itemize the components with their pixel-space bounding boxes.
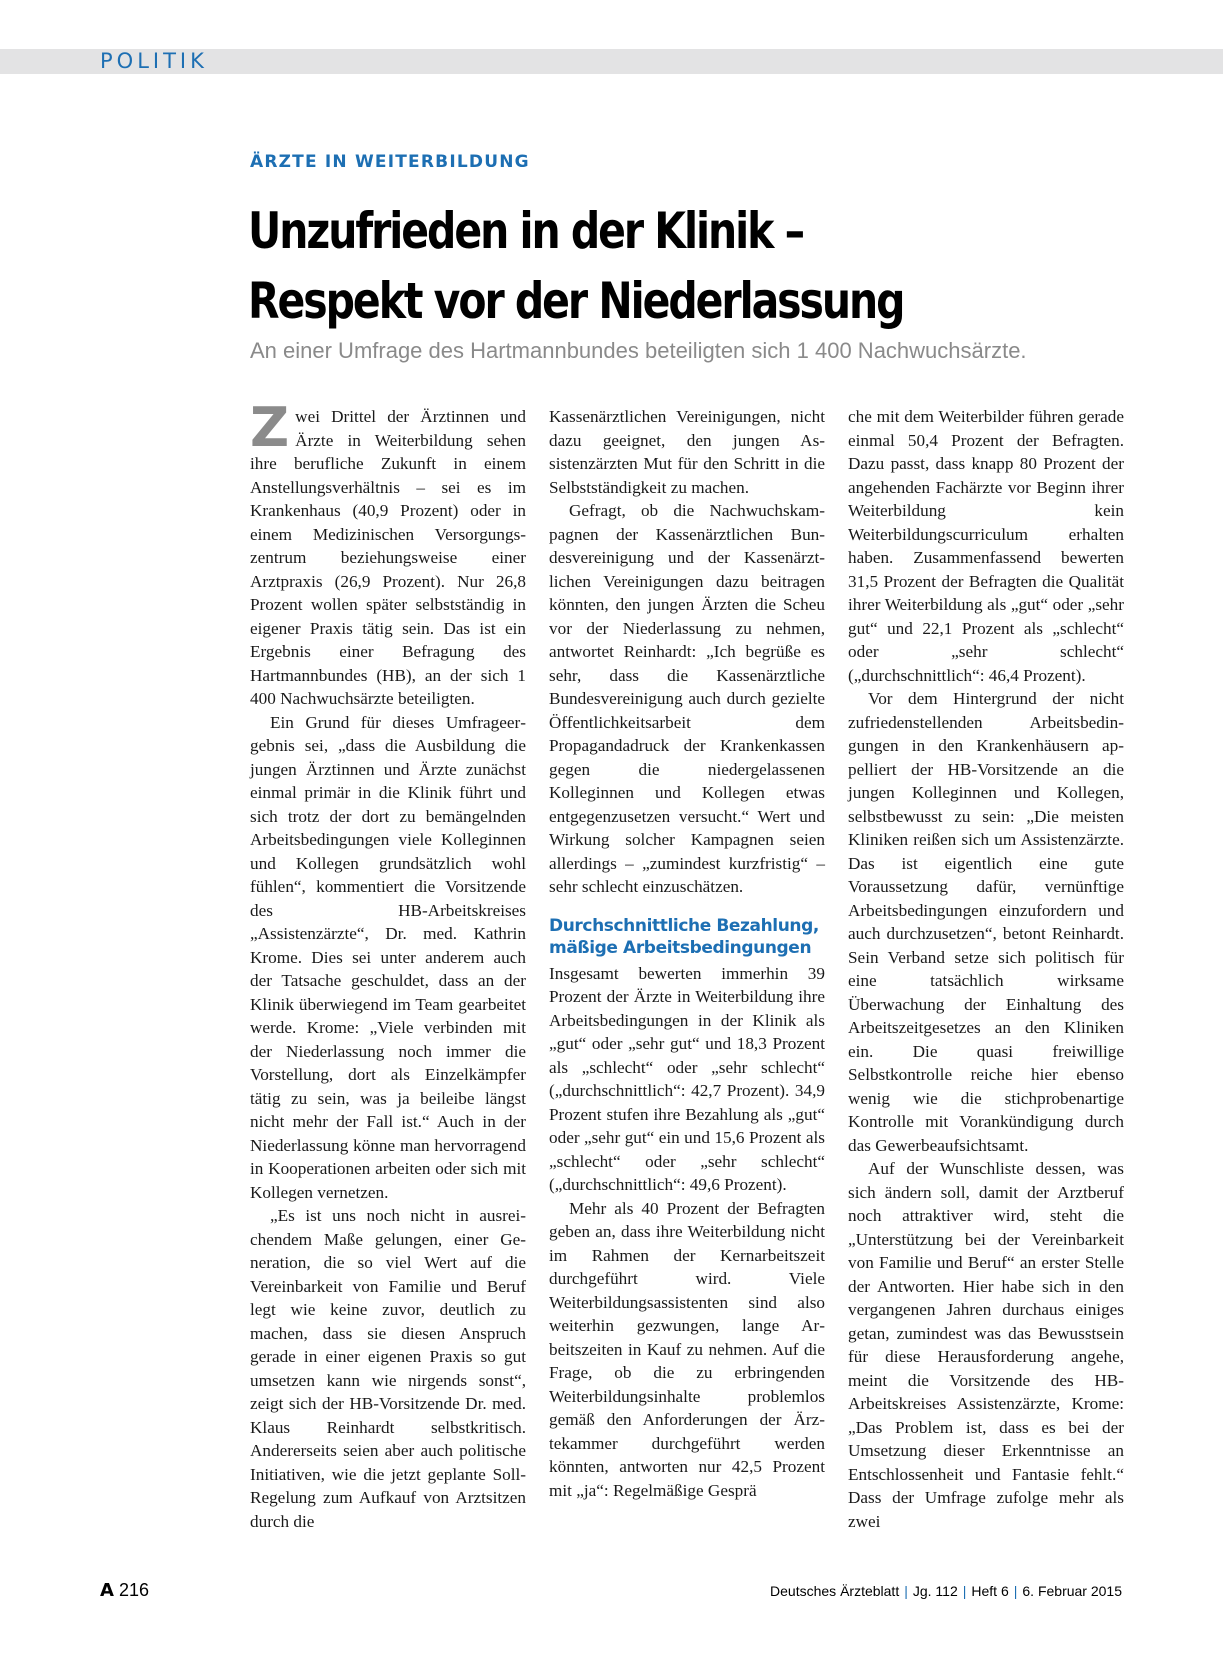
dropcap-letter: Z (250, 396, 290, 459)
article-kicker: ÄRZTE IN WEITERBILDUNG (250, 152, 530, 172)
section-subheading (549, 915, 825, 959)
journal-info (770, 1583, 1122, 1599)
journal-name: Deutsches Ärzteblatt (770, 1583, 900, 1599)
paragraph: Auf der Wunschliste dessen, was sich ändern soll, damit der Arztberuf noch attraktiver wird, steht die „Unterstützung bei der Vereinbarkeit von Familie und Beruf“ an erster Stelle der Antworten. Hier habe sich in den vergangenen Jahren durchaus einiges getan, zumindest was das Bewusstsein für diese Herausforderung angehe, meint die Vorsitzende des HB-Arbeitskreises Assistenzärzte, Krome: „Das Problem ist, dass es bei der Umsetzung dieser Erkenntnisse an Entschlossenheit und Fantasie fehlt.“ Dass der Umfrage zufolge mehr als zwei (848, 1159, 1124, 1531)
journal-volume: Jg. 112 (912, 1583, 958, 1599)
page-number (100, 1580, 149, 1601)
paragraph: Ein Grund für dieses Umfrageergebnis sei, „dass die Ausbildung die jungen Ärztinnen und Ärzte zunächst einmal primär in die Klinik führt und sich trotz der dort zu bemängelnden Arbeitsbedingungen viele Kolleginnen und Kollegen grundsätzlich wohl fühlen“, kommentiert die Vorsitzende des HB-Arbeitskreises „Assistenzärzte“, Dr. med. Kathrin Krome. Dies sei unter anderem auch der Tatsache geschuldet, dass an der Klinik überwiegend im Team gearbeitet werde. Krome: „Viele verbinden mit der Niederlassung noch immer die Vorstellung, dort als Einzelkämpfer tätig zu sein, was ja beileibe längst nicht mehr der Fall ist.“ Auch in der Niederlassung könne man hervorragend in Kooperationen arbeiten oder sich mit Kollegen vernetzen. (250, 712, 526, 1202)
article-column-2 (549, 405, 825, 1502)
paragraph: Mehr als 40 Prozent der Befragten geben an, dass ihre Weiterbildung nicht im Rahmen der Kernarbeitszeit durchgeführt wird. Viele Weiterbildungsassistenten sind also weiterhin gezwungen, lange Arbeitszeiten in Kauf zu nehmen. Auf die Frage, ob die zu erbringenden Weiterbildungsinhalte problemlos gemäß den Anforderungen der Ärztekammer durchgeführt werden könnten, antworten nur 42,5 Prozent mit „ja“: Regelmäßige Gesprä (549, 1198, 825, 1500)
journal-date: 6. Februar 2015 (1022, 1583, 1122, 1599)
article-column-1 (250, 396, 526, 1533)
paragraph: che mit dem Weiterbilder führen gerade einmal 50,4 Prozent der Befragten. Dazu passt, dass knapp 80 Prozent der angehenden Fachärzte vor Beginn ihrer Weiterbildung kein Weiterbildungscurriculum erhalten haben. Zusammenfassend bewerten 31,5 Prozent der Befragten die Qualität ihrer Weiterbildung als „gut“ oder „sehr gut“ und 22,1 Prozent als „schlecht“ oder „sehr schlecht“ („durchschnittlich“: 46,4 Prozent). (848, 407, 1124, 685)
subheading-line-1: Durchschnittliche Bezahlung, (549, 915, 819, 936)
article-subtitle: An einer Umfrage des Hartmannbundes beteiligten sich 1 400 Nachwuchsärzte. (250, 338, 1027, 363)
journal-issue: Heft 6 (971, 1583, 1009, 1599)
headline-line-2: Respekt vor der Niederlassung (248, 272, 904, 330)
paragraph: Vor dem Hintergrund der nicht zufriedenstellenden Arbeitsbedingungen in den Krankenhäusern appelliert der HB-Vorsitzende an die jungen Kolleginnen und Kollegen, selbstbewusst zu sein: „Die meisten Kliniken reißen sich um Assistenzärzte. Das ist eigentlich eine gute Voraussetzung dafür, vernünftige Arbeitsbedingungen einzufordern und auch durchzusetzen“, betont Reinhardt. Sein Verband setze sich politisch für eine tatsächlich wirksame Überwachung der Einhaltung des Arbeitszeitgesetzes an den Kliniken ein. Die quasi freiwillige Selbstkontrolle reiche hier ebenso wenig wie die stichprobenartige Kontrolle mit Vorankündigung durch das Gewerbeaufsichtsamt. (848, 689, 1124, 1155)
paragraph: Insgesamt bewerten immerhin 39 Prozent der Ärzte in Weiterbildung ihre Arbeitsbedingungen in der Klinik als „gut“ oder „sehr gut“ und 18,3 Prozent als „schlecht“ oder „sehr schlecht“ („durchschnittlich“: 42,7 Prozent). 34,9 Prozent stufen ihre Bezahlung als „gut“ oder „sehr gut“ ein und 15,6 Prozent als „schlecht“ oder „sehr schlecht“ („durchschnittlich“: 49,6 Prozent). (549, 963, 825, 1194)
section-label: POLITIK (100, 49, 208, 73)
paragraph (250, 396, 526, 711)
page-prefix: A (100, 1580, 114, 1601)
separator: | (962, 1583, 967, 1599)
paragraph-text: wei Drittel der Ärztinnen und Ärzte in Weiterbildung sehen ihre berufliche Zukunft in einem Anstellungsverhältnis – sei es im Krankenhaus (40,9 Prozent) oder in einem Medizinischen Versorgungszentrum beziehungsweise einer Arztpraxis (26,9 Prozent). Nur 26,8 Prozent wollen später selbstständig in eigener Praxis tätig sein. Das ist ein Ergebnis einer Befragung des Hartmannbundes (HB), an der sich 1 400 Nachwuchsärzte beteiligten. (250, 407, 526, 708)
article-headline (248, 196, 903, 336)
separator: | (1013, 1583, 1018, 1599)
paragraph: Gefragt, ob die Nachwuchskampagnen der Kassenärztlichen Bundesvereinigung und der Kassenärztlichen Vereinigungen dazu beitragen könnten, den jungen Ärzten die Scheu vor der Niederlassung zu nehmen, antwortet Reinhardt: „Ich begrüße es sehr, dass die Kassenärztliche Bundesvereinigung auch durch gezielte Öffentlichkeitsarbeit dem Propagandadruck der Krankenkassen gegen die niedergelassenen Kolleginnen und Kollegen etwas entgegenzusetzen versucht.“ Wert und Wirkung solcher Kampagnen seien allerdings – „zumindest kurzfristig“ – sehr schlecht einzuschätzen. (549, 501, 825, 896)
paragraph: „Es ist uns noch nicht in ausreichendem Maße gelungen, einer Generation, die so viel Wert auf die Vereinbarkeit von Familie und Beruf legt wie keine zuvor, deutlich zu machen, dass sie diesen Anspruch gerade in einer eigenen Praxis so gut umsetzen kann wie nirgends sonst“, zeigt sich der HB-Vorsitzende Dr. med. Klaus Reinhardt selbstkritisch. Andererseits seien aber auch politische Initiativen, wie die jetzt geplante Soll-Regelung zum Aufkauf von Arztsitzen durch die (250, 1206, 526, 1531)
paragraph: Kassenärztlichen Vereinigungen, nicht dazu geeignet, den jungen Assistenzärzten Mut für den Schritt in die Selbstständigkeit zu machen. (549, 407, 825, 497)
separator: | (904, 1583, 908, 1599)
page-number-value: 216 (118, 1580, 149, 1600)
subheading-line-2: mäßige Arbeitsbedingungen (549, 937, 812, 958)
article-column-3 (848, 405, 1124, 1533)
headline-line-1: Unzufrieden in der Klinik – (248, 202, 804, 260)
